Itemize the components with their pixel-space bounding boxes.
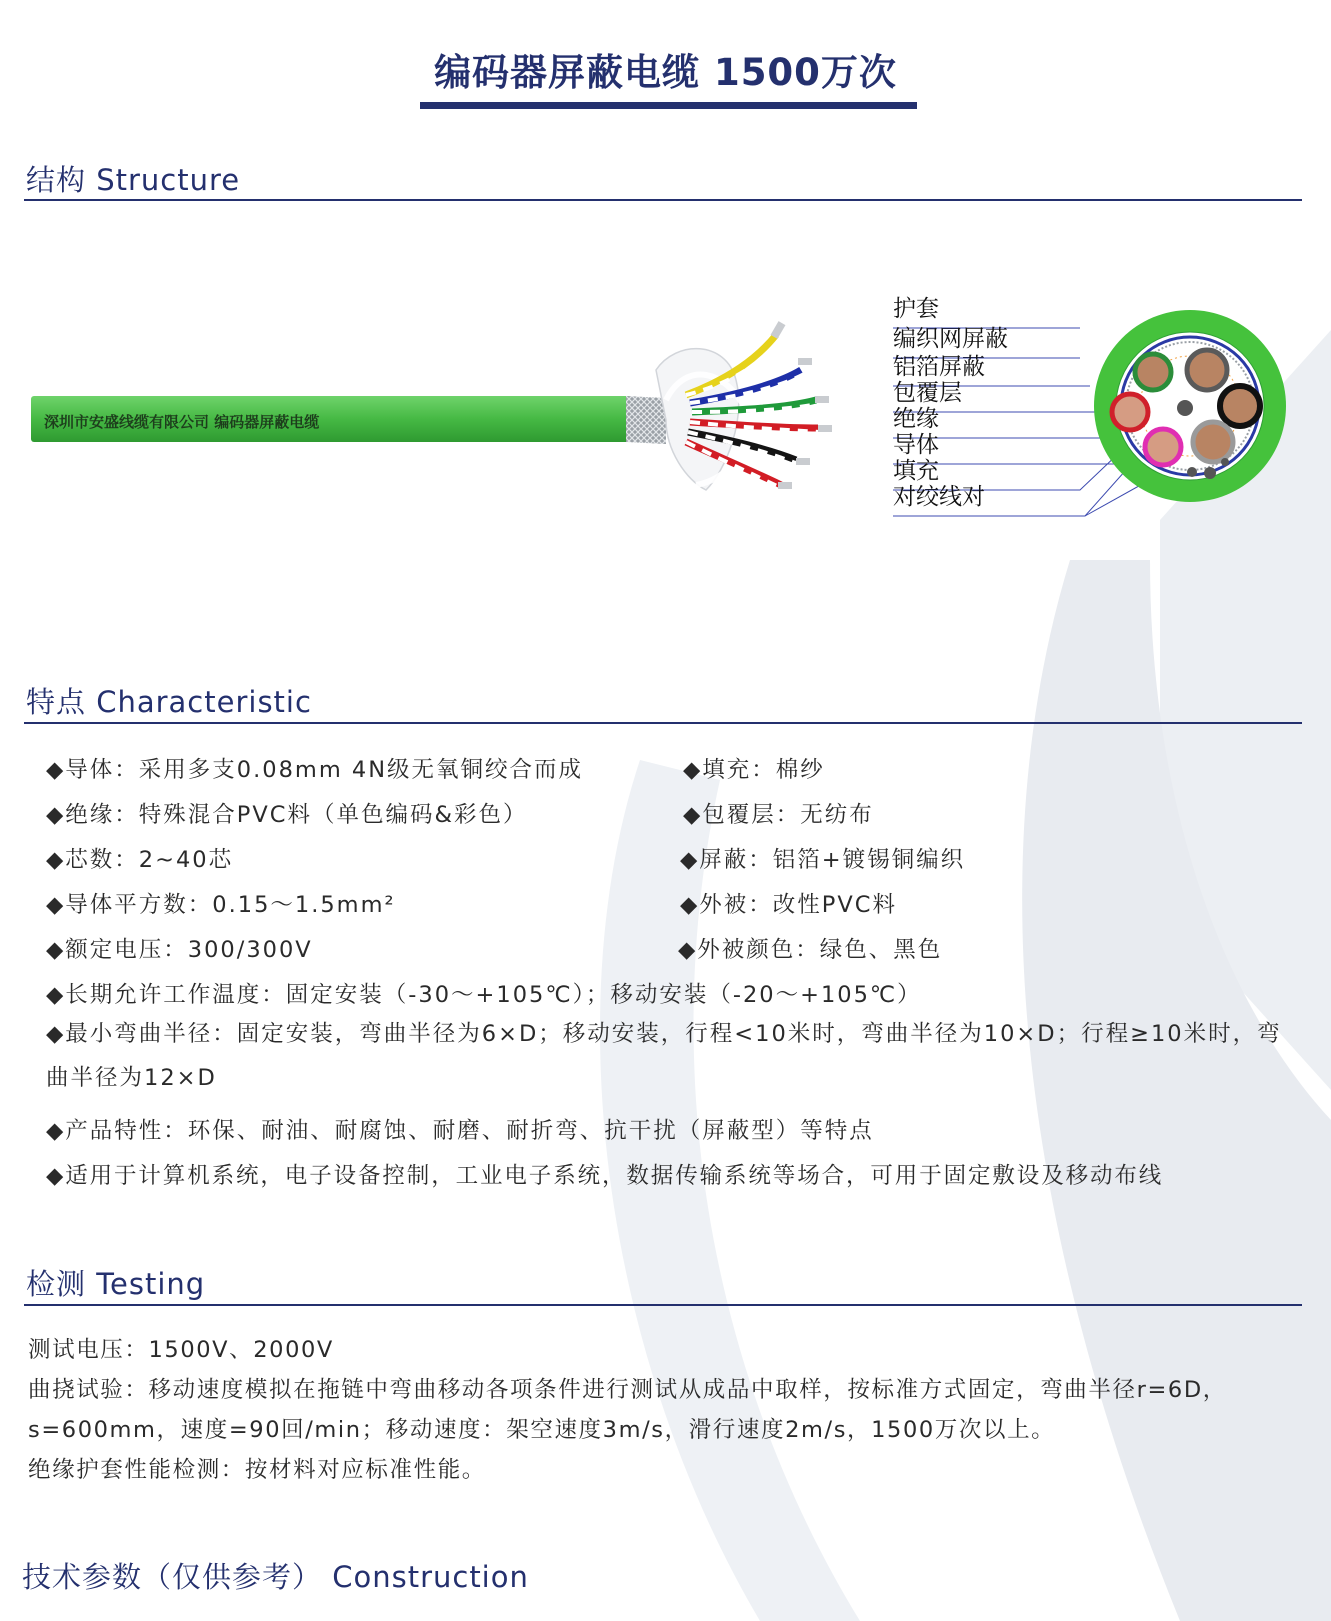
section-divider xyxy=(24,199,1302,201)
section-divider xyxy=(24,1304,1302,1306)
title-underline xyxy=(420,102,917,109)
layer-label-foil-shield: 铝箔屏蔽 xyxy=(893,354,985,380)
layer-label-wrapping: 包覆层 xyxy=(893,380,962,406)
section-divider xyxy=(24,722,1302,724)
layer-label-insulation: 绝缘 xyxy=(893,406,939,432)
feature-temperature: ◆长期允许工作温度：固定安装（-30～+105℃）；移动安装（-20～+105℃） xyxy=(46,982,922,1008)
feature-applications: ◆适用于计算机系统，电子设备控制，工业电子系统，数据传输系统等场合，可用于固定敷设及移动布线 xyxy=(46,1163,1164,1189)
feature-properties: ◆产品特性：环保、耐油、耐腐蚀、耐磨、耐折弯、抗干扰（屏蔽型）等特点 xyxy=(46,1118,874,1144)
feature-conductor: ◆导体：采用多支0.08mm 4N级无氧铜绞合而成 xyxy=(46,757,584,783)
test-voltage: 测试电压：1500V、2000V xyxy=(28,1337,334,1363)
feature-insulation: ◆绝缘：特殊混合PVC料（单色编码&彩色） xyxy=(46,802,528,828)
feature-filler: ◆填充：棉纱 xyxy=(683,757,825,783)
feature-shield: ◆屏蔽：铝箔+镀锡铜编织 xyxy=(680,847,966,873)
cable-print-text: 深圳市安盛线缆有限公司 编码器屏蔽电缆 xyxy=(44,413,320,431)
layer-label-jacket: 护套 xyxy=(893,296,939,322)
layer-label-filler: 填充 xyxy=(893,458,939,484)
feature-wrapping: ◆包覆层：无纺布 xyxy=(683,802,874,828)
section-heading-construction: 技术参数（仅供参考） Construction xyxy=(22,1560,529,1594)
section-heading-testing: 检测 Testing xyxy=(26,1267,206,1301)
feature-core-count: ◆芯数：2~40芯 xyxy=(46,847,234,873)
feature-rated-voltage: ◆额定电压：300/300V xyxy=(46,937,313,963)
feature-bend-radius: ◆最小弯曲半径：固定安装，弯曲半径为6×D；移动安装，行程<10米时，弯曲半径为10×D；行程≥10米时，弯曲半径为12×D xyxy=(46,1021,1282,1091)
feature-jacket-color: ◆外被颜色：绿色、黑色 xyxy=(678,937,943,963)
layer-label-twisted-pair: 对绞线对 xyxy=(893,484,985,510)
feature-cross-section: ◆导体平方数：0.15～1.5mm² xyxy=(46,892,396,918)
test-insulation: 绝缘护套性能检测：按材料对应标准性能。 xyxy=(28,1457,486,1483)
layer-label-conductor: 导体 xyxy=(893,432,939,458)
feature-outer-jacket: ◆外被：改性PVC料 xyxy=(680,892,897,918)
layer-label-braid-shield: 编织网屏蔽 xyxy=(893,326,1008,352)
test-flex: 曲挠试验：移动速度模拟在拖链中弯曲移动各项条件进行测试从成品中取样，按标准方式固定，弯曲半径r=6D，s=600mm，速度=90回/min；移动速度：架空速度3m/s，滑行速度2m/s，1500万次以上。 xyxy=(28,1377,1227,1443)
section-heading-characteristic: 特点 Characteristic xyxy=(26,685,312,719)
page-title: 编码器屏蔽电缆 1500万次 xyxy=(434,51,897,94)
section-heading-structure: 结构 Structure xyxy=(26,163,241,197)
